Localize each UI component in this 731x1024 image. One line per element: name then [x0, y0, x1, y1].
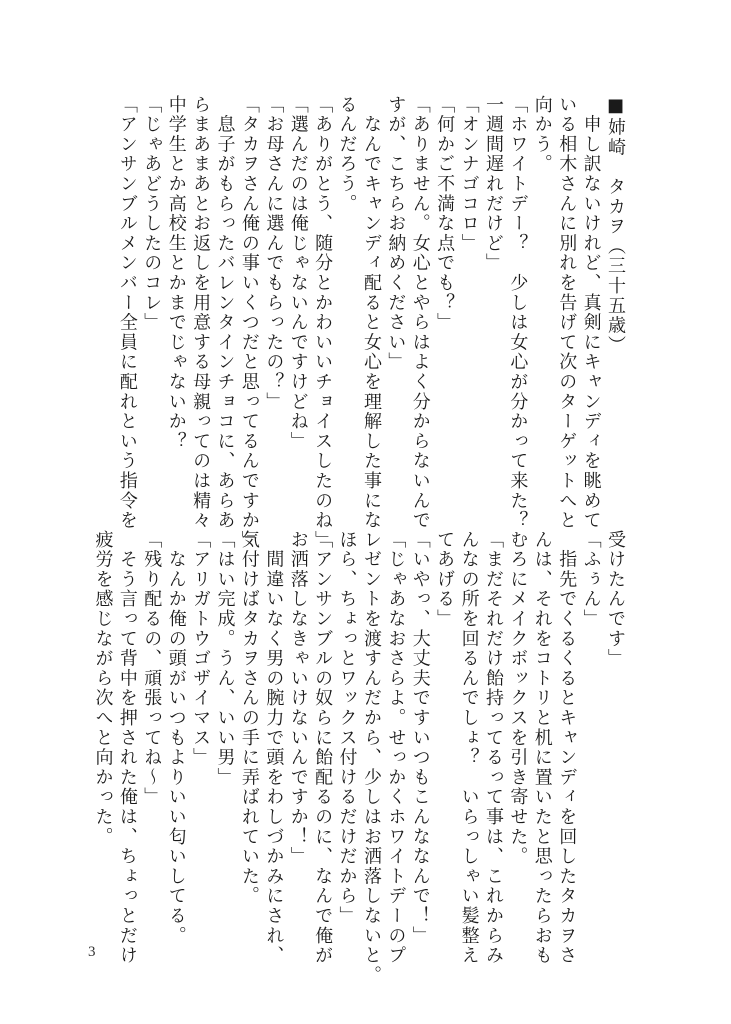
text-line: 「ありません。女心とやらはよく分からないんで: [409, 95, 431, 531]
text-line: 申し訳ないけれど、真剣にキャンディを眺めて: [580, 95, 602, 531]
section-heading: ■姉崎 タカヲ（三十五歳）: [605, 95, 626, 356]
text-line: らまあまあとお返しを用意する母親ってのは精々: [190, 95, 212, 531]
text-line: 一週間遅れだけど」: [482, 95, 504, 274]
text-line: すが、こちらお納めください」: [385, 95, 407, 373]
text-line: 「オンナゴコロ」: [458, 95, 480, 254]
text-line: 指先でくるくるとキャンディを回したタカヲさ: [556, 530, 578, 966]
text-block-top: [114, 95, 627, 551]
text-line: 「お母さんに選んでもらったの？」: [263, 95, 285, 412]
text-line: 受けたんです」: [605, 530, 626, 669]
text-line: 気付けばタカヲさんの手に弄ばれていた。: [238, 530, 260, 907]
text-line: んは、それをコトリと机に置いたと思ったらおも: [531, 530, 553, 966]
text-line: 疲労を感じながら次へと向かった。: [92, 530, 114, 847]
text-line: 「はい完成。うん、いい男」: [214, 530, 236, 788]
text-line: 「何かご不満な点でも？」: [434, 95, 456, 333]
text-line: レゼントを渡すんだから、少しはお洒落しないと。: [360, 530, 382, 986]
text-line: むろにメイクボックスを引き寄せた。: [507, 530, 529, 867]
text-line: 「じゃあなおさらよ。せっかくホワイトデーのプ: [385, 530, 407, 966]
text-line: 「アンサンブルメンバー全員に配れという指令を: [116, 95, 138, 531]
text-line: 「ふぅん」: [580, 530, 602, 629]
text-line: んなの所を回るんでしょ？ いらっしゃい髪整え: [458, 530, 480, 966]
text-line: 「いやっ、大丈夫ですいつもこんななんで！」: [409, 530, 431, 946]
text-line: るんだろう。: [336, 95, 358, 214]
text-line: 「まだそれだけ飴持ってるって事は、これからみ: [482, 530, 504, 966]
page-number: 3: [88, 944, 96, 960]
text-line: なんでキャンディ配ると女心を理解した事にな: [360, 95, 382, 531]
text-line: 「残り配るの、頑張ってね～」: [141, 530, 163, 808]
text-line: お洒落しなきゃいけないんですか！」: [287, 530, 309, 867]
text-line: 向かう。: [531, 95, 553, 175]
text-line: 「アンサンブルの奴らに飴配るのに、なんで俺が: [312, 530, 334, 966]
text-line: 「選んだのは俺じゃないんですけどね」: [287, 95, 309, 452]
text-line: 中学生とか高校生とかまでじゃないか？: [165, 95, 187, 452]
text-line: 「ホワイトデー？ 少しは女心が分かって来た？: [507, 95, 529, 531]
text-line: 息子がもらったバレンタインチョコに、あらあ: [214, 95, 236, 531]
text-line: いる相木さんに別れを告げて次のターゲットへと: [556, 95, 578, 531]
text-line: 「アリガトウゴザイマス」: [190, 530, 212, 768]
text-block-bottom: [90, 530, 627, 986]
text-line: そう言って背中を押された俺は、ちょっとだけ: [116, 530, 138, 966]
text-line: なんか俺の頭がいつもよりいい匂いしてる。: [165, 530, 187, 946]
text-line: 間違いなく男の腕力で頭をわしづかみにされ、: [263, 530, 285, 966]
text-line: 「ありがとう、随分とかわいいチョイスしたのね」: [312, 95, 334, 551]
text-line: ほら、ちょっとワックス付けるだけだから」: [336, 530, 358, 926]
text-line: てあげる」: [434, 530, 456, 629]
text-line: 「じゃあどうしたのコレ」: [141, 95, 163, 333]
text-line: 「タカヲさん俺の事いくつだと思ってるんですか」: [238, 95, 260, 551]
